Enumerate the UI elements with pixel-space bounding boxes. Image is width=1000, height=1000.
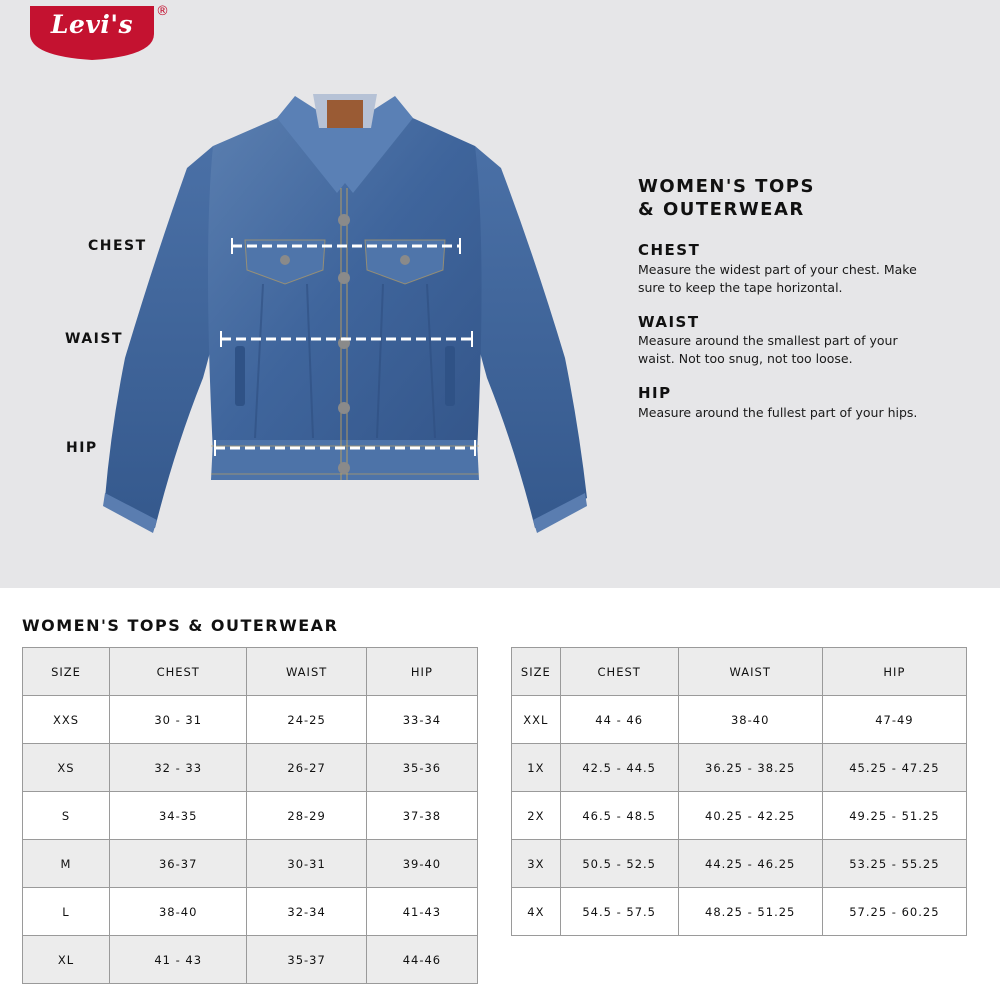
cell-waist: 28-29 <box>247 792 366 840</box>
table-row <box>23 840 478 888</box>
cell-chest: 34-35 <box>109 792 246 840</box>
cell-waist: 32-34 <box>247 888 366 936</box>
guide-title-line1: WOMEN'S TOPS <box>638 176 815 197</box>
cell-chest: 42.5 - 44.5 <box>560 744 678 792</box>
logo-wordmark: Levi's <box>50 10 134 39</box>
cell-size: 3X <box>512 840 561 888</box>
cell-hip: 47-49 <box>822 696 966 744</box>
header-waist: WAIST <box>678 648 822 696</box>
cell-hip: 35-36 <box>366 744 477 792</box>
cell-size: L <box>23 888 110 936</box>
cell-size: 1X <box>512 744 561 792</box>
size-table-right <box>511 647 967 936</box>
header-size: SIZE <box>23 648 110 696</box>
cell-size: XL <box>23 936 110 984</box>
chest-label: CHEST <box>88 238 147 254</box>
waist-label: WAIST <box>65 331 123 347</box>
cell-hip: 57.25 - 60.25 <box>822 888 966 936</box>
registered-mark: ® <box>156 4 169 19</box>
table-row <box>512 744 967 792</box>
table-row <box>23 936 478 984</box>
table-row <box>23 792 478 840</box>
cell-waist: 40.25 - 42.25 <box>678 792 822 840</box>
cell-size: S <box>23 792 110 840</box>
size-table-left <box>22 647 478 984</box>
cell-chest: 41 - 43 <box>109 936 246 984</box>
table-header-row <box>23 648 478 696</box>
cell-size: 2X <box>512 792 561 840</box>
cell-size: XXS <box>23 696 110 744</box>
cell-waist: 36.25 - 38.25 <box>678 744 822 792</box>
guide-chest-text: Measure the widest part of your chest. Make sure to keep the tape horizontal. <box>638 262 917 295</box>
table-row <box>512 840 967 888</box>
cell-chest: 54.5 - 57.5 <box>560 888 678 936</box>
header-chest: CHEST <box>109 648 246 696</box>
cell-chest: 50.5 - 52.5 <box>560 840 678 888</box>
cell-hip: 33-34 <box>366 696 477 744</box>
guide-title-line2: & OUTERWEAR <box>638 199 805 220</box>
guide-chest-heading: CHEST <box>638 241 701 259</box>
cell-chest: 44 - 46 <box>560 696 678 744</box>
table-row <box>512 888 967 936</box>
denim-jacket-image <box>95 88 595 538</box>
header-hip: HIP <box>822 648 966 696</box>
cell-waist: 26-27 <box>247 744 366 792</box>
hip-label: HIP <box>66 440 98 456</box>
cell-waist: 35-37 <box>247 936 366 984</box>
cell-hip: 45.25 - 47.25 <box>822 744 966 792</box>
table-header-row <box>512 648 967 696</box>
cell-hip: 39-40 <box>366 840 477 888</box>
cell-chest: 36-37 <box>109 840 246 888</box>
header-chest: CHEST <box>560 648 678 696</box>
cell-waist: 30-31 <box>247 840 366 888</box>
cell-waist: 48.25 - 51.25 <box>678 888 822 936</box>
cell-waist: 24-25 <box>247 696 366 744</box>
cell-hip: 49.25 - 51.25 <box>822 792 966 840</box>
cell-waist: 44.25 - 46.25 <box>678 840 822 888</box>
guide-hip-heading: HIP <box>638 384 672 402</box>
table-row <box>512 792 967 840</box>
size-chart-title: WOMEN'S TOPS & OUTERWEAR <box>22 616 339 635</box>
header-waist: WAIST <box>247 648 366 696</box>
cell-chest: 38-40 <box>109 888 246 936</box>
cell-waist: 38-40 <box>678 696 822 744</box>
cell-hip: 37-38 <box>366 792 477 840</box>
cell-size: 4X <box>512 888 561 936</box>
cell-size: XS <box>23 744 110 792</box>
table-row <box>512 696 967 744</box>
cell-size: XXL <box>512 696 561 744</box>
table-row <box>23 888 478 936</box>
cell-size: M <box>23 840 110 888</box>
header-size: SIZE <box>512 648 561 696</box>
table-row <box>23 744 478 792</box>
cell-chest: 30 - 31 <box>109 696 246 744</box>
table-row <box>23 696 478 744</box>
cell-hip: 44-46 <box>366 936 477 984</box>
guide-title <box>638 175 968 221</box>
guide-hip-text: Measure around the fullest part of your hips. <box>638 405 918 420</box>
cell-chest: 32 - 33 <box>109 744 246 792</box>
cell-hip: 41-43 <box>366 888 477 936</box>
cell-chest: 46.5 - 48.5 <box>560 792 678 840</box>
guide-waist-text: Measure around the smallest part of your waist. Not too snug, not too loose. <box>638 333 898 366</box>
cell-hip: 53.25 - 55.25 <box>822 840 966 888</box>
guide-waist-heading: WAIST <box>638 313 700 331</box>
header-hip: HIP <box>366 648 477 696</box>
levis-logo[interactable] <box>28 4 169 62</box>
